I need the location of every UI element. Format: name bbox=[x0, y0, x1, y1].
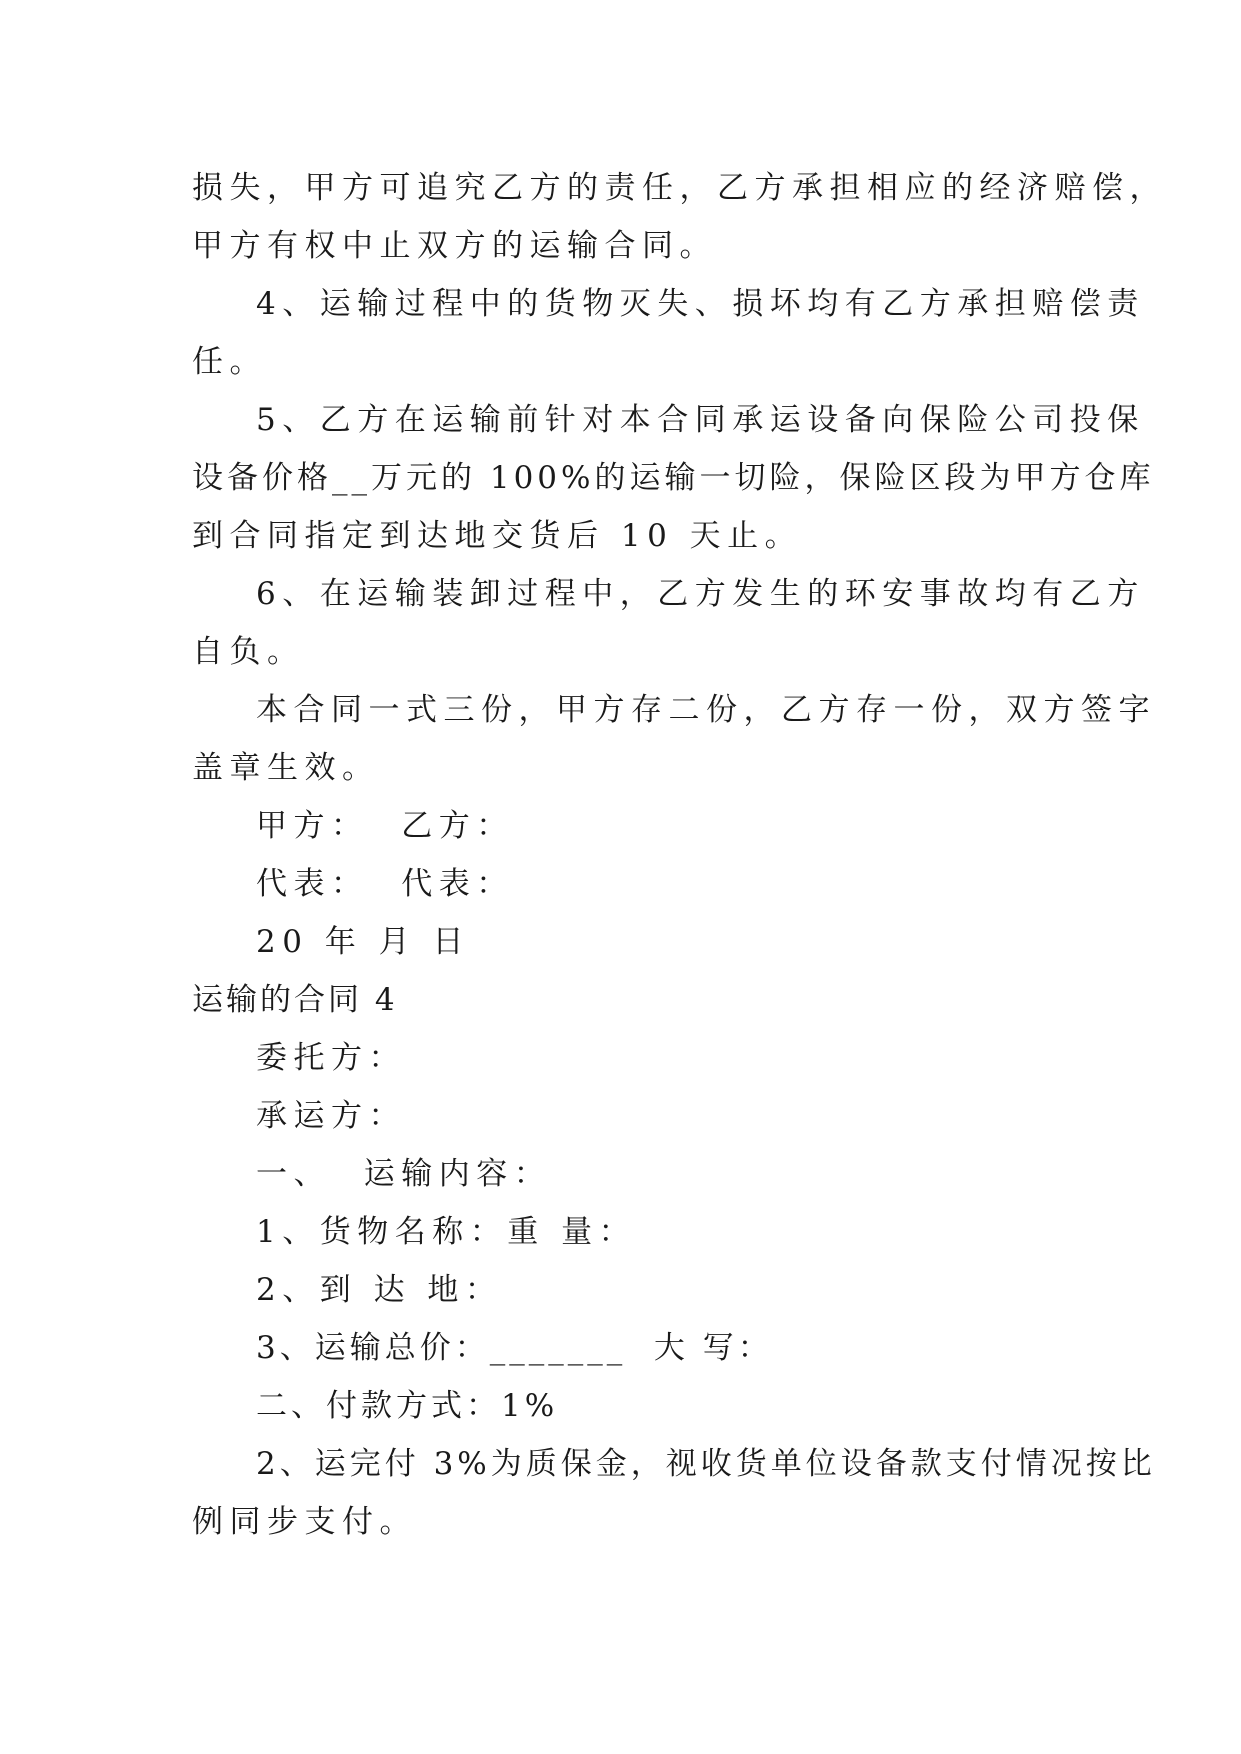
total-price-field: 3、运输总价：_______ 大 写： bbox=[256, 1330, 773, 1366]
paragraph-line: 到合同指定到达地交货后 10 天止。 bbox=[192, 518, 803, 554]
clause-4-line: 4、运输过程中的货物灭失、损坏均有乙方承担赔偿责 bbox=[256, 286, 1145, 322]
destination-field: 2、到 达 地： bbox=[256, 1272, 503, 1308]
signature-representatives-line: 代表： 代表： bbox=[256, 866, 514, 902]
paragraph-line: 自负。 bbox=[192, 634, 305, 670]
clause-5-line: 5、乙方在运输前针对本合同承运设备向保险公司投保 bbox=[256, 402, 1145, 438]
paragraph-line: 任。 bbox=[192, 344, 267, 380]
goods-name-field: 1、货物名称：重 量： bbox=[256, 1214, 637, 1250]
section-title: 运输的合同 4 bbox=[192, 982, 398, 1018]
paragraph-line: 设备价格__万元的 100%的运输一切险，保险区段为甲方仓库 bbox=[192, 460, 1155, 496]
consignor-field: 委托方： bbox=[256, 1040, 406, 1076]
section-heading: 一、 运输内容： bbox=[256, 1156, 552, 1192]
payment-method-heading: 二、付款方式：1% bbox=[256, 1388, 559, 1424]
paragraph-line: 甲方有权中止双方的运输合同。 bbox=[192, 228, 717, 264]
paragraph-line: 盖章生效。 bbox=[192, 750, 380, 786]
carrier-field: 承运方： bbox=[256, 1098, 406, 1134]
payment-clause-line: 2、运完付 3%为质保金，视收货单位设备款支付情况按比 bbox=[256, 1446, 1156, 1482]
clause-6-line: 6、在运输装卸过程中，乙方发生的环安事故均有乙方 bbox=[256, 576, 1145, 612]
paragraph-line: 例同步支付。 bbox=[192, 1504, 417, 1540]
paragraph-line: 损失，甲方可追究乙方的责任，乙方承担相应的经济赔偿， bbox=[192, 170, 1167, 206]
copies-clause-line: 本合同一式三份，甲方存二份，乙方存一份，双方签字 bbox=[256, 692, 1156, 728]
signature-parties-line: 甲方： 乙方： bbox=[256, 808, 514, 844]
signature-date-line: 20 年 月 日 bbox=[256, 924, 471, 960]
